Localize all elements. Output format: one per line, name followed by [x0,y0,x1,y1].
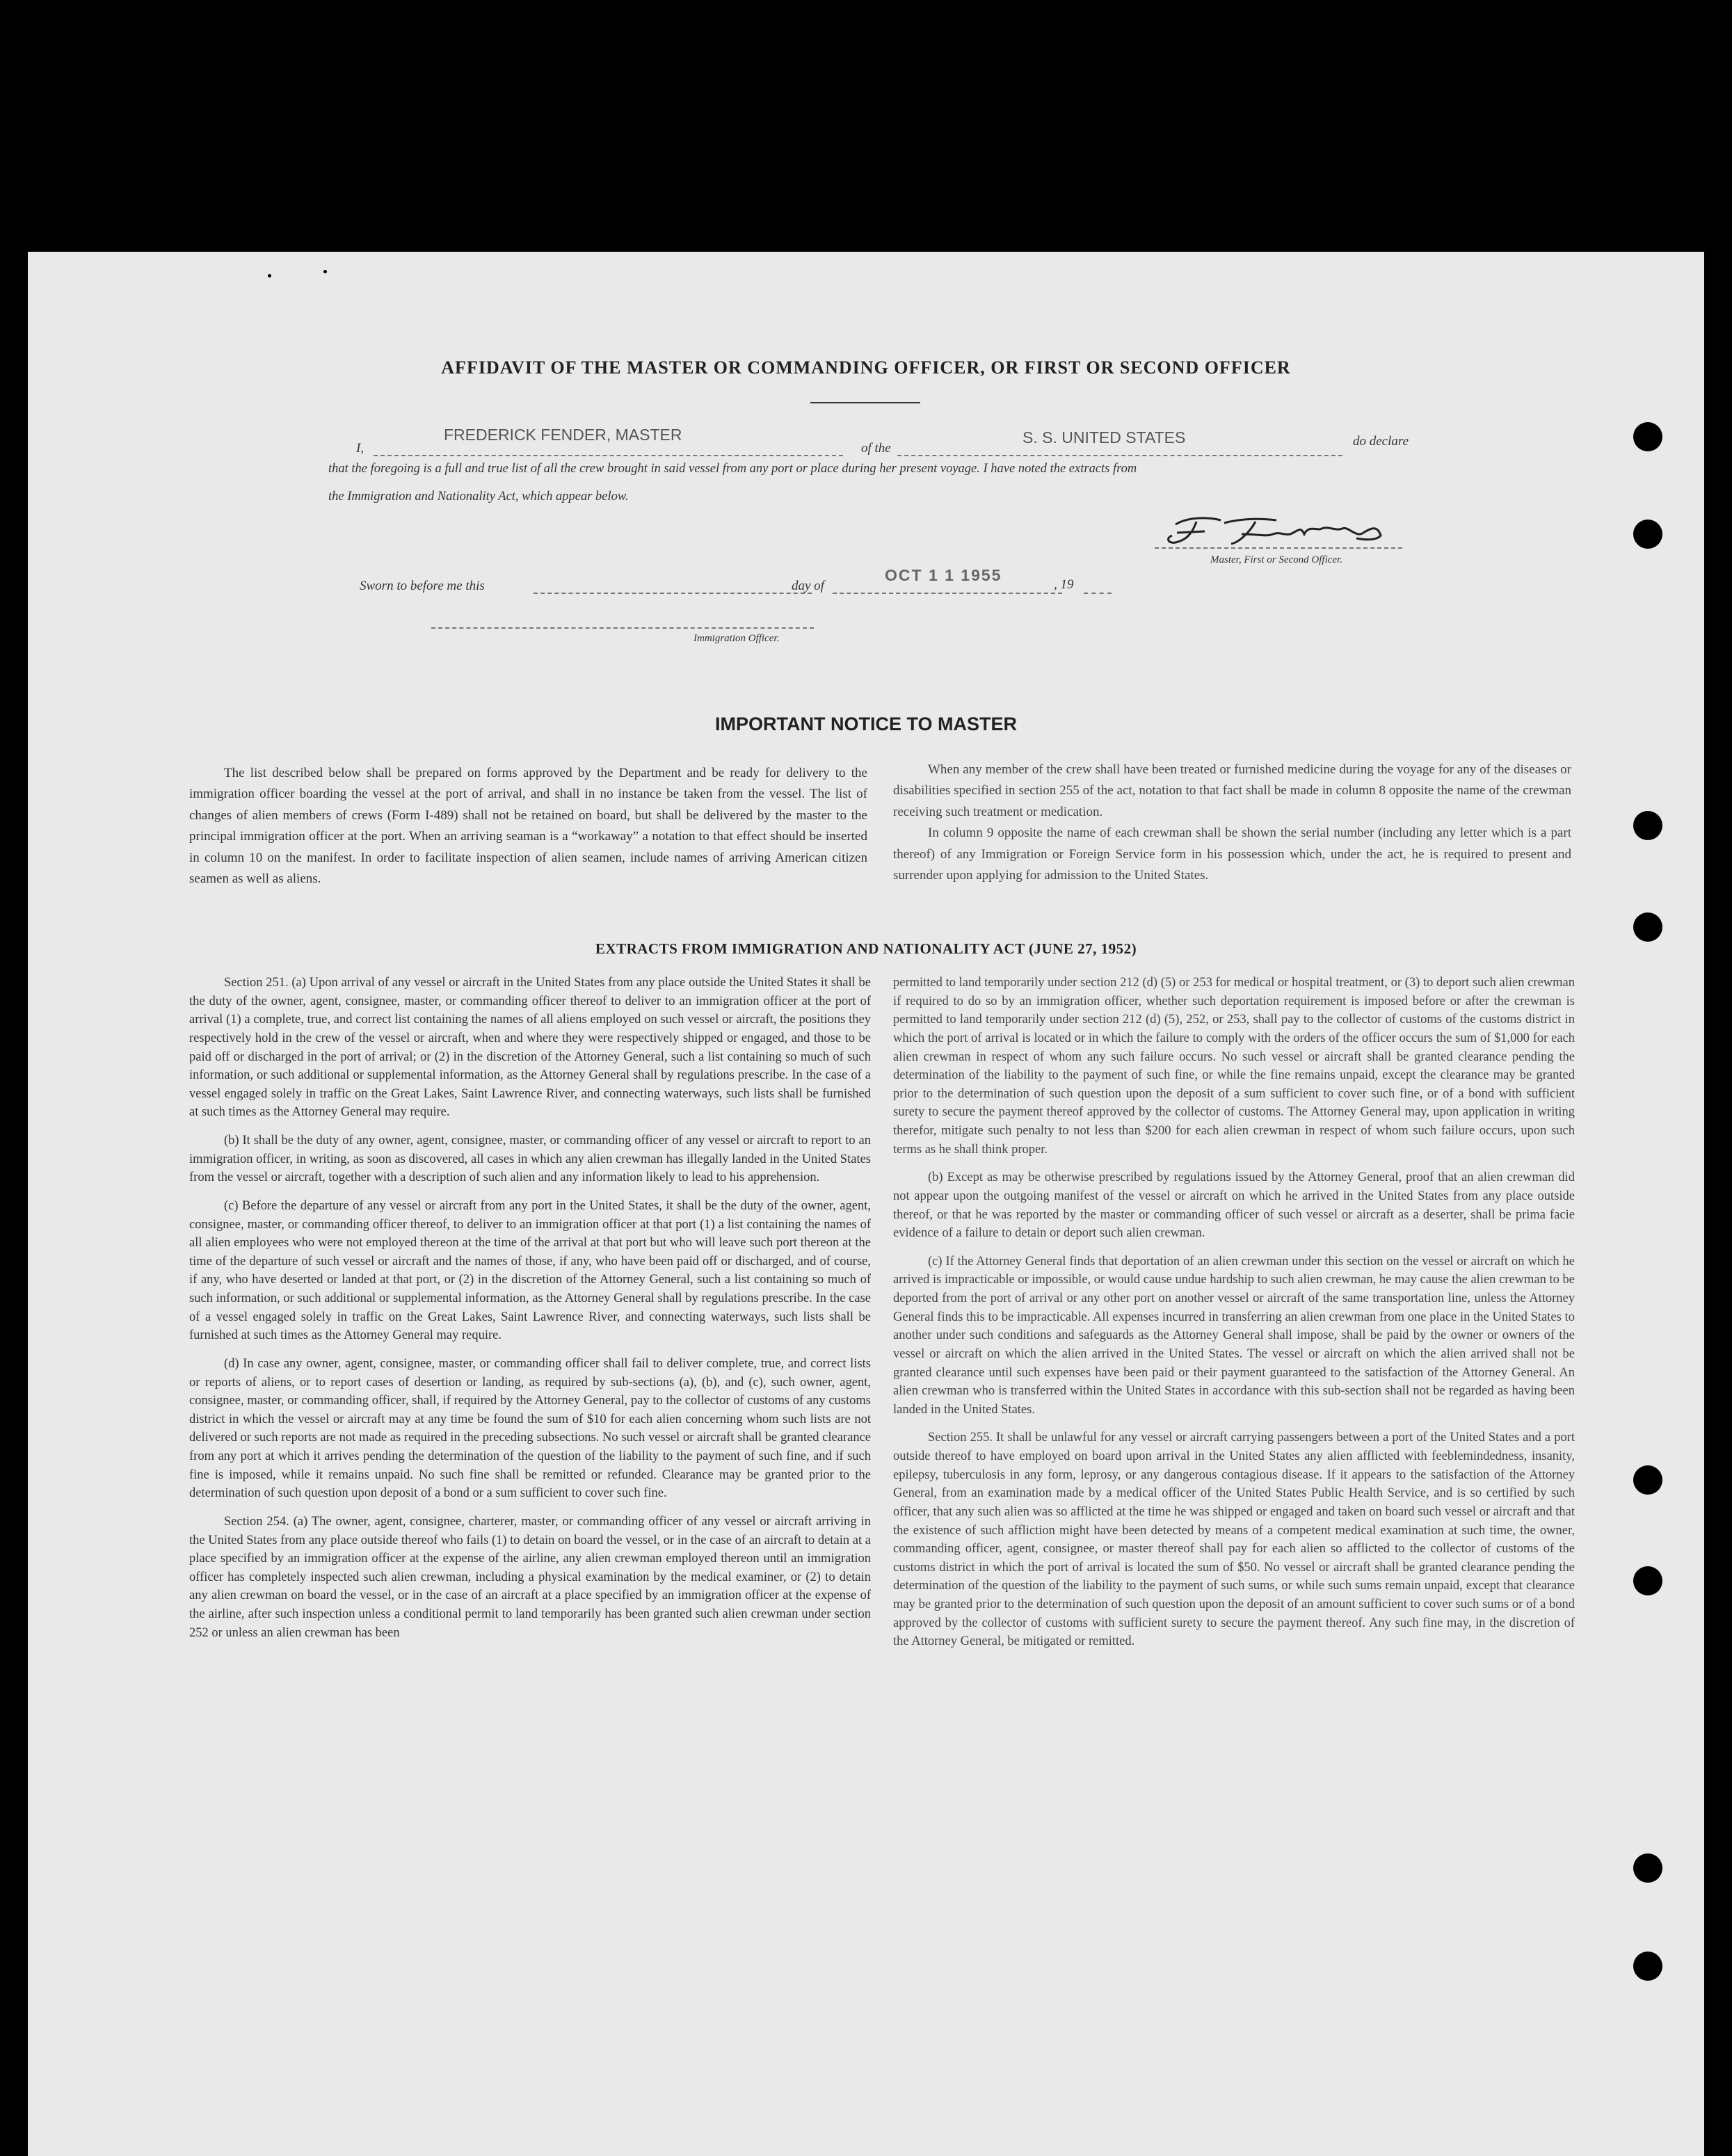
officer-line [431,627,814,629]
date-stamp: OCT 1 1 1955 [885,566,1002,584]
punch-hole [1633,1465,1662,1495]
punch-hole [1633,422,1662,451]
punch-hole [1633,811,1662,840]
date-line [833,593,1062,594]
master-name: FREDERICK FENDER, MASTER [444,426,682,444]
declaration-line-1: that the foregoing is a full and true list of all the crew brought in said vessel from any port or place during her present voyage. I have noted the extracts from [328,462,1137,476]
name-line [374,455,843,456]
section-251d: (d) In case any owner, agent, consignee, master, or commanding officer shall fail to deliver complete, true, and correct lists or reports of aliens, or to report cases of desertion or landing, as required by sub-sections (a), (b), and (c), such owner, agent, consignee, master, or commanding officer, shall, if required by the Attorney General, pay to the collector of customs of any customs district in which the vessel or aircraft may at any time be found the sum of $10 for each alien concerning whom such lists are not delivered or such reports are not made as required in the preceding subsections. No such vessel or aircraft shall be granted clearance from any port at which it arrives pending the determination of the question of the liability to the payment of such fine, and if such fine is imposed, while it remains unpaid. No such fine shall be remitted or refunded. Clearance may be granted prior to the determination of such question upon deposit of a bond or a sum sufficient to cover such fine. [189,1356,871,1501]
do-declare-label: do declare [1353,434,1409,449]
notice-right-column [893,759,1571,886]
section-251b: (b) It shall be the duty of any owner, agent, consignee, master, or commanding officer of any vessel or aircraft to report to an immigration officer, in writing, as soon as discovered, all cases in which any alien crewman has illegally landed in the United States from the vessel or aircraft, together with a description of such alien and any information likely to lead to his apprehension. [189,1134,871,1185]
section-254a-continued: permitted to land temporarily under section 212 (d) (5) or 253 for medical or hospital treatment, or (3) to deport such alien crewman if required to do so by an immigration officer, whether such deportation requirement is imposed before or after the crewman is permitted to land temporarily under section 212 (d) (5), 252, or 253, shall pay to the collector of customs of the customs district in which the port of arrival is located or in which the failure to comply with the orders of the officer occurs the sum of $1,000 for each alien crewman in respect of whom any such failure occurs. No such vessel or aircraft shall be granted clearance pending the determination of the liability to the payment of such fine, or while the fine remains unpaid, except the clearance may be granted prior to the determination of such question upon the deposit of a sum sufficient to cover such fine, or of a bond with sufficient surety to secure the payment thereof approved by the collector of customs. The Attorney General may, upon application in writing therefor, mitigate such penalty to not less than $200 for each alien crewman in respect of whom such failure occurs, upon such terms as he shall think proper. [893,976,1575,1157]
notice-right-paragraph-2: In column 9 opposite the name of each crewman shall be shown the serial number (including any letter which is a part thereof) of any Immigration or Foreign Service form in his possession which, under the act, he is required to present and surrender upon applying for admission to the United States. [893,826,1571,883]
section-254c: (c) If the Attorney General finds that deportation of an alien crewman under this section on the vessel or aircraft on which he arrived is impracticable or impossible, or would cause undue hardship to such alien crewman, he may cause the alien crewman to be deported from the port of arrival or any other port on another vessel or aircraft of the same transportation line, unless the Attorney General finds this to be impracticable. All expenses incurred in transferring an alien crewman from one place in the United States to another under such conditions and safeguards as the Attorney General shall impose, shall be paid by the owner or owners of the vessel or aircraft on which the alien arrived in the United States. The vessel or aircraft on which the alien arrived shall not be granted clearance until such expenses have been paid or their payment guaranteed to the satisfaction of the Attorney General. An alien crewman who is transferred within the United States in accordance with this sub-section shall not be regarded as having been landed in the United States. [893,1254,1575,1417]
notice-left-column [189,763,867,890]
speck [268,274,271,277]
sworn-line [534,593,812,594]
day-of-label: day of [792,579,824,593]
of-the-label: of the [861,441,891,456]
section-254b: (b) Except as may be otherwise prescribed by regulations issued by the Attorney General, proof that an alien crewman did not appear upon the outgoing manifest of the vessel or aircraft on which he arrived in the United States from any place outside thereof, or that he was reported by the master or commanding officer of such vessel or aircraft as a deserter, shall be prima facie evidence of a failure to detain or deport such alien crewman. [893,1170,1575,1241]
document-page [28,252,1704,2156]
notice-right-paragraph-1: When any member of the crew shall have been treated or furnished medicine during the voyage for any of the diseases or disabilities specified in section 255 of the act, notation to that fact shall be made in column 8 opposite the name of the crewman receiving such treatment or medication. [893,762,1571,819]
section-251c: (c) Before the departure of any vessel or aircraft from any port in the United States, it shall be the duty of the owner, agent, consignee, master, or commanding officer thereof, to deliver to an immigration officer at that port (1) a list containing the names of all alien employees who were not employed thereon at the time of the arrival at that port but who will leave such port thereon at the time of the departure of such vessel or aircraft and the names of those, if any, who have been paid off or discharged, and of course, if any, who have deserted or landed at that port, or (2) in the discretion of the Attorney General, such a list containing so much of such information, or such additional or supplemental information, as the Attorney General shall by regulations prescribe. In the case of a vessel engaged solely in traffic on the Great Lakes, Saint Lawrence River, and connecting waterways, such lists shall be furnished at such times as the Attorney General may require. [189,1198,871,1343]
punch-hole [1633,1566,1662,1595]
sworn-label: Sworn to before me this [360,579,485,593]
vessel-name: S. S. UNITED STATES [1023,428,1186,447]
immigration-officer-label: Immigration Officer. [693,633,780,644]
extracts-left-column [189,974,871,1652]
extracts-title: EXTRACTS FROM IMMIGRATION AND NATIONALITY ACT (JUNE 27, 1952) [595,940,1137,957]
affidavit-title: AFFIDAVIT OF THE MASTER OR COMMANDING OFFICER, OR FIRST OR SECOND OFFICER [441,357,1291,378]
notice-title: IMPORTANT NOTICE TO MASTER [715,714,1017,734]
section-251a: Section 251. (a) Upon arrival of any vessel or aircraft in the United States from any place outside the United States it shall be the duty of the owner, agent, consignee, master, or commanding officer thereof to deliver to an immigration officer at the port of arrival (1) a complete, true, and correct list containing the names of all aliens employed on such vessel or aircraft, the positions they respectively hold in the crew of the vessel or aircraft, when and where they were respectively shipped or engaged, and those to be paid off or discharged in the port of arrival; or (2) in the discretion of the Attorney General, such a list containing so much of such information, or such additional or supplemental information, as the Attorney General shall by regulations prescribe. In the case of a vessel engaged solely in traffic on the Great Lakes, Saint Lawrence River, and connecting waterways, such lists shall be furnished at such times as the Attorney General may require. [189,976,871,1120]
punch-hole [1633,1853,1662,1883]
master-signature [1127,510,1419,559]
speck [323,270,327,273]
notice-left-paragraph: The list described below shall be prepared on forms approved by the Department and be ready for delivery to the immigration officer boarding the vessel at the port of arrival, and shall in no instance be taken from the vessel. The list of changes of alien members of crews (Form I-489) shall not be retained on board, but shall be delivered by the master to the principal immigration officer at the port. When an arriving seaman is a “workaway” a notation to that effect should be inserted in column 10 on the manifest. In order to facilitate inspection of alien seamen, include names of arriving American citizen seamen as well as aliens. [189,766,867,886]
punch-hole [1633,520,1662,549]
vessel-line [897,455,1342,456]
section-254a: Section 254. (a) The owner, agent, consignee, charterer, master, or commanding officer of any vessel or aircraft arriving in the United States from any place outside thereof who fails (1) to detain on board the vessel, or in the case of an aircraft to detain at a place specified by an immigration officer at the expense of the airline, any alien crewman employed thereon until an immigration officer has completely inspected such alien crewman, including a physical examination by the medical examiner, or (2) to detain any alien crewman on board the vessel, or in the case of an aircraft at a place specified by an immigration officer at the expense of the airline, after such inspection unless a conditional permit to land temporarily has been granted such alien crewman under section 252 or unless an alien crewman has been [189,1514,871,1640]
i-label: I, [356,441,364,456]
title-rule [810,402,920,403]
signature-caption: Master, First or Second Officer. [1210,554,1342,565]
punch-hole [1633,1952,1662,1981]
punch-hole [1633,912,1662,942]
extracts-right-column [893,974,1575,1661]
section-255: Section 255. It shall be unlawful for any vessel or aircraft carrying passengers between a port of the United States and a port outside thereof to have employed on board upon arrival in the United States any alien afflicted with feeblemindedness, insanity, epilepsy, tuberculosis in any form, leprosy, or any dangerous contagious disease. If it appears to the satisfaction of the Attorney General, from an examination made by a medical officer of the United States Public Health Service, and is so certified by such officer, that any such alien was so afflicted at the time he was shipped or engaged and taken on board such vessel or aircraft and that the existence of such affliction might have been detected by means of a competent medical examination at such time, the owner, commanding officer, agent, consignee, or master thereof shall pay for each alien so afflicted to the collector of customs of the customs district in which the port of arrival is located the sum of $50. No vessel or aircraft shall be granted clearance pending the determination of the question of the liability to the payment of such sums, or while such sums remain unpaid, except that clearance may be granted prior to the determination of such question upon the deposit of an amount sufficient to cover such sums or of a bond approved by the collector of customs with sufficient surety to secure the payment thereof. Any such fine may, in the discretion of the Attorney General, be mitigated or remitted. [893,1431,1575,1649]
declaration-line-2: the Immigration and Nationality Act, which appear below. [328,490,629,504]
year-prefix: , 19 [1054,577,1074,592]
year-line [1084,593,1112,594]
